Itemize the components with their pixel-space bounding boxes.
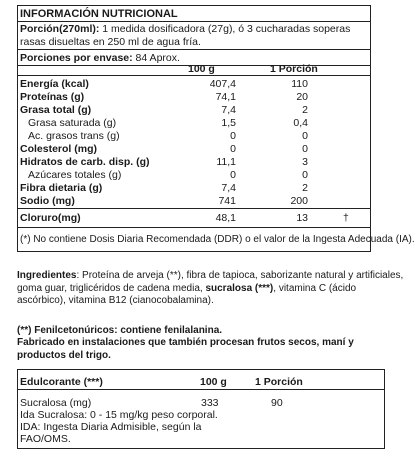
ingredients-part2: , vitamina C (ácido ascórbico), vitamina B12 (cianocobalamina). [17, 282, 357, 306]
nutrient-label: Grasa saturada (g) [28, 117, 117, 129]
nutrient-value-portion: 110 [291, 78, 308, 90]
nutrient-label: Hidratos de carb. disp. (g) [20, 156, 150, 168]
nutrition-title: INFORMACIÓN NUTRICIONAL [20, 8, 178, 20]
sucralose-ida-line: Ida Sucralosa: 0 - 15 mg/kg peso corporal. [20, 409, 218, 421]
servings-label: Porciones por envase: [20, 52, 133, 64]
nutrient-label: Colesterol (mg) [20, 143, 98, 155]
nutrient-value-portion: 2 [302, 104, 308, 116]
nutrient-label: Ac. grasos trans (g) [28, 130, 120, 142]
nutrient-value-100g: 7,4 [221, 182, 236, 194]
nutrient-value-portion: 0,4 [293, 117, 308, 129]
nutrient-value-100g: 11,1 [216, 156, 236, 168]
sucralose-label: Sucralosa (mg) [20, 397, 92, 409]
nutrient-value-100g: 741 [218, 195, 236, 207]
nutrient-value-100g: 1,5 [221, 117, 236, 129]
nutrient-value-100g: 0 [230, 143, 236, 155]
ingredients-text [17, 270, 407, 308]
ingredients-heading: Ingredientes [17, 270, 77, 281]
nutrient-value-100g: 7,4 [221, 104, 236, 116]
nutrient-value-portion: 2 [302, 182, 308, 194]
nutrient-label: Grasa total (g) [20, 104, 92, 116]
nutrient-value-portion: 0 [302, 143, 308, 155]
nutrient-value-100g: 74,1 [215, 91, 236, 103]
ingredients-sweetener: sucralosa (***) [205, 282, 274, 294]
column-header-portion: 1 Porción [270, 63, 318, 75]
nutrient-value-portion: 0 [302, 130, 308, 142]
chloride-value-100g: 48,1 [215, 212, 236, 224]
sucralose-ida-definition: IDA: Ingesta Diaria Admisible, según la FAO/OMS. [20, 421, 202, 445]
phenylketonuria-note: (**) Fenilcetonúricos: contiene fenilalanina. [17, 325, 223, 336]
portion-label: Porción(270ml): [20, 23, 100, 35]
sweetener-col-100g: 100 g [200, 376, 227, 388]
divider [17, 208, 371, 209]
divider [17, 21, 371, 22]
nutrient-value-portion: 3 [302, 156, 308, 168]
portion-text: 1 medida dosificadora (27g), ó 3 cucharadas soperas rasas disueltas en 250 ml de agua fría. [20, 23, 351, 48]
sucralose-value-100g: 333 [201, 397, 219, 409]
divider [17, 75, 371, 76]
allergen-note: Fabricado en instalaciones que también procesan frutos secos, maní y productos del trigo. [17, 337, 354, 361]
portion-description [20, 23, 368, 48]
divider [17, 49, 371, 50]
nutrient-label: Energía (kcal) [20, 78, 89, 90]
divider [17, 389, 385, 390]
nutrient-label: Azúcares totales (g) [28, 169, 122, 181]
chloride-mark: † [343, 212, 349, 224]
servings-text: 84 Aprox. [132, 52, 180, 64]
nutrient-value-portion: 200 [290, 195, 308, 207]
column-header-100g: 100 g [188, 63, 215, 75]
sweetener-heading: Edulcorante (***) [20, 376, 103, 388]
table-footnote: (*) No contiene Dosis Diaria Recomendada (DDR) o el valor de la Ingesta Adecuada (IA). [20, 234, 415, 245]
chloride-label: Cloruro(mg) [20, 212, 81, 224]
nutrient-value-portion: 0 [302, 169, 308, 181]
sweetener-col-portion: 1 Porción [255, 376, 303, 388]
nutrient-value-100g: 407,4 [209, 78, 236, 90]
nutrient-label: Sodio (mg) [20, 195, 75, 207]
nutrient-label: Proteínas (g) [20, 91, 85, 103]
ingredients-part1: : Proteína de arveja (**), fibra de tapioca, saborizante natural y artificiales, goma guar, triglicéridos de cadena media, [17, 270, 404, 294]
servings-per-container [20, 52, 180, 64]
nutrient-value-100g: 0 [230, 169, 236, 181]
divider [17, 227, 371, 228]
nutrient-value-100g: 0 [230, 130, 236, 142]
sucralose-value-portion: 90 [271, 397, 283, 409]
chloride-value-portion: 13 [296, 212, 308, 224]
nutrient-value-portion: 20 [296, 91, 308, 103]
nutrient-label: Fibra dietaria (g) [20, 182, 103, 194]
